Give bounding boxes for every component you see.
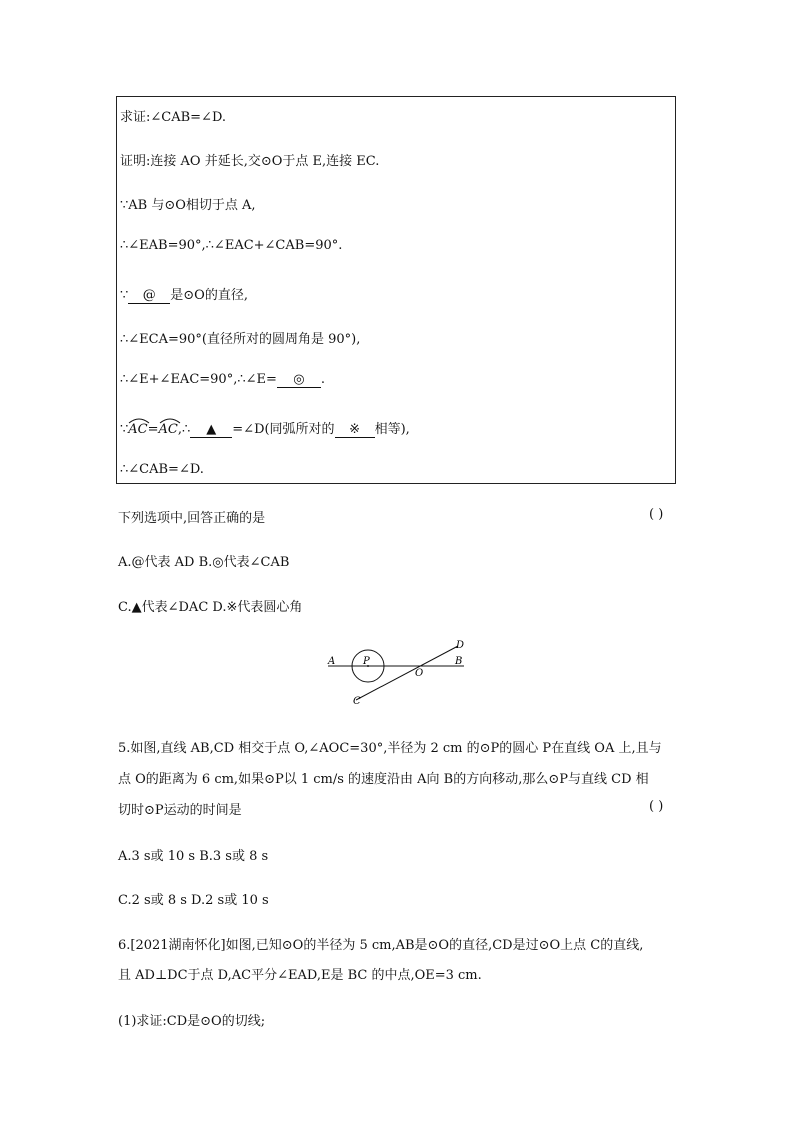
- blank-circle: ◎: [277, 372, 321, 388]
- q4-answer-paren: ( ): [649, 507, 664, 522]
- q5-line-2: 点 O的距离为 6 cm,如果⊙P以 1 cm/s 的速度沿由 A向 B的方向移动,那么⊙P与直线 CD 相: [118, 772, 649, 787]
- label-c: C: [353, 696, 361, 707]
- label-b: B: [455, 656, 463, 667]
- proof-line-7-end: .: [320, 372, 326, 387]
- q4-stem: 下列选项中,回答正确的是: [118, 511, 266, 526]
- therefore-symbol: ,∴: [177, 422, 191, 437]
- q4-options-ab: A.@代表 AD B.◎代表∠CAB: [118, 555, 290, 570]
- q4-options-cd: C.▲代表∠DAC D.※代表圆心角: [118, 600, 303, 615]
- label-p: P: [363, 656, 370, 667]
- q5-options-ab: A.3 s或 10 s B.3 s或 8 s: [118, 849, 269, 864]
- q6-line-1: 6.[2021湖南怀化]如图,已知⊙O的半径为 5 cm,AB是⊙O的直径,CD是过⊙O上点 C的直线,: [118, 938, 644, 953]
- proof-line-7: [120, 372, 325, 388]
- proof-line-5: [120, 284, 248, 304]
- label-o: O: [415, 668, 424, 679]
- proof-line-8: [120, 418, 410, 438]
- q5-line-3: 切时⊙P运动的时间是: [118, 803, 242, 818]
- q5-answer-paren: ( ): [649, 799, 664, 814]
- proof-line-8-mid: =∠D(同弧所对的: [232, 422, 335, 437]
- proof-line-5-rest: 是⊙O的直径,: [170, 288, 248, 303]
- q6-line-2: 且 AD⊥DC于点 D,AC平分∠EAD,E是 BC 的中点,OE=3 cm.: [118, 968, 482, 983]
- blank-at: @: [128, 288, 170, 304]
- q6-sub-1: (1)求证:CD是⊙O的切线;: [118, 1014, 266, 1029]
- arc-mark-icon: [159, 416, 181, 424]
- blank-triangle: ▲: [190, 422, 232, 438]
- because-symbol: ∵: [120, 422, 129, 437]
- proof-line-1: 求证:∠CAB=∠D.: [120, 110, 227, 125]
- proof-line-3: ∵AB 与⊙O相切于点 A,: [120, 198, 256, 213]
- q5-line-1: 5.如图,直线 AB,CD 相交于点 O,∠AOC=30°,半径为 2 cm 的⊙P的圆心 P在直线 OA 上,且与: [118, 741, 662, 756]
- proof-line-7-start: ∴∠E+∠EAC=90°,∴∠E=: [120, 372, 277, 387]
- arc-ac-2: AC: [159, 422, 178, 437]
- arc-ac-1: AC: [128, 422, 147, 437]
- equals-sign: =: [147, 422, 159, 437]
- label-a: A: [328, 656, 336, 667]
- proof-line-2: 证明:连接 AO 并延长,交⊙O于点 E,连接 EC.: [120, 154, 380, 169]
- proof-line-4: ∴∠EAB=90°,∴∠EAC+∠CAB=90°.: [120, 238, 343, 253]
- proof-line-8-end: 相等),: [374, 422, 410, 437]
- blank-ref-mark: ※: [335, 422, 375, 438]
- q5-options-cd: C.2 s或 8 s D.2 s或 10 s: [118, 893, 269, 908]
- line-cd: [356, 646, 458, 700]
- proof-line-9: ∴∠CAB=∠D.: [120, 462, 204, 477]
- label-d: D: [456, 640, 465, 651]
- arc-mark-icon: [128, 416, 150, 424]
- q5-figure: [320, 636, 480, 708]
- proof-line-6: ∴∠ECA=90°(直径所对的圆周角是 90°),: [120, 332, 361, 347]
- because-symbol: ∵: [120, 288, 129, 303]
